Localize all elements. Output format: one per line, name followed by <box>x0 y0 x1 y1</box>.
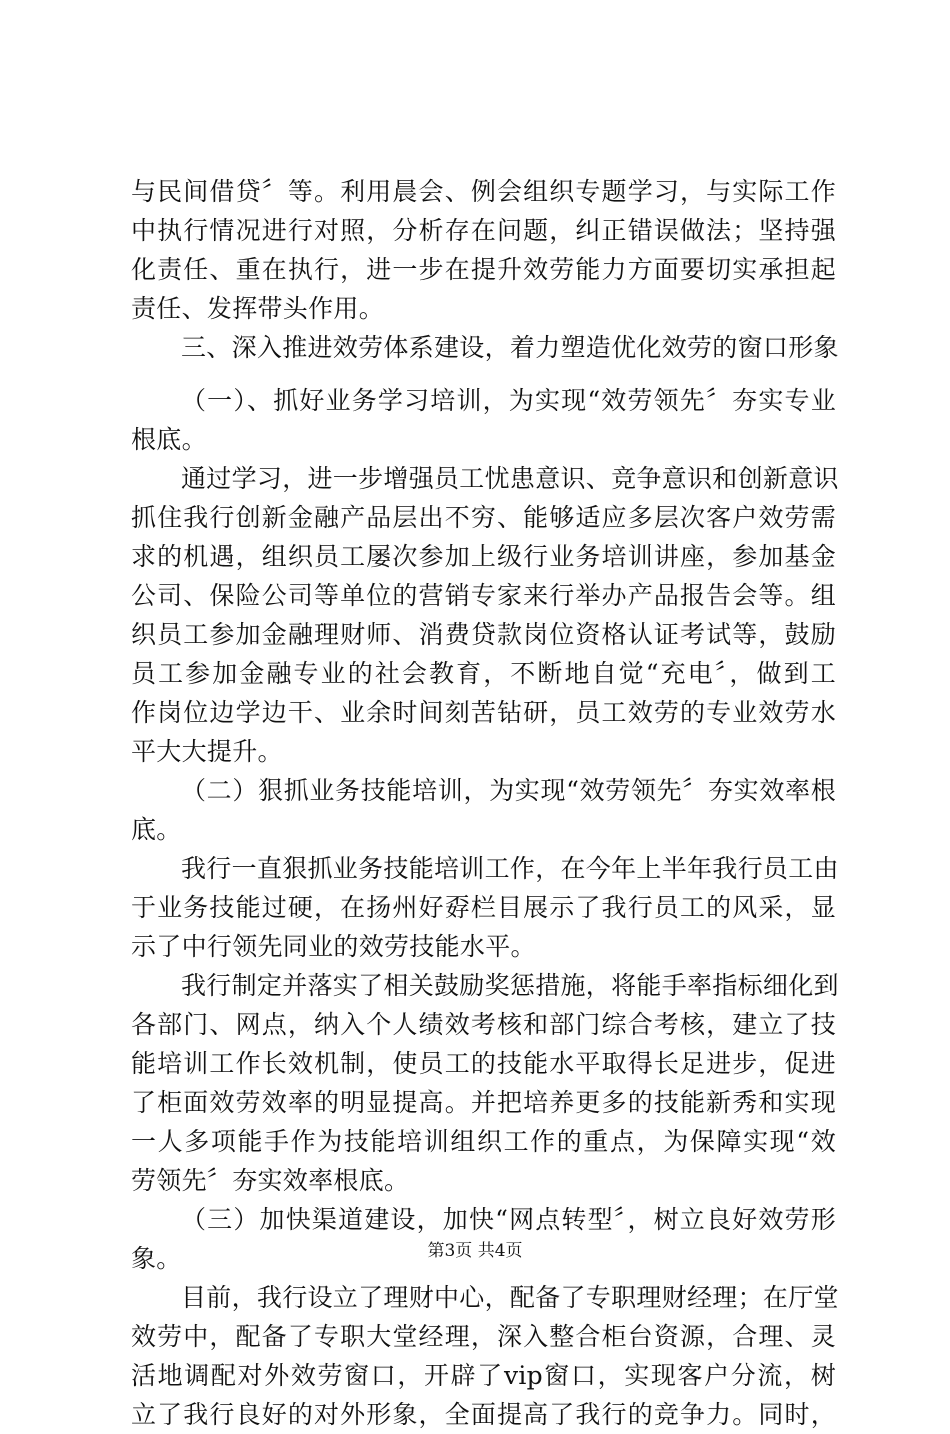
text-line: 象。 <box>131 1244 182 1273</box>
text-line: 中执行情况进行对照，分析存在问题，纠正错误做法；坚持强 <box>131 216 836 245</box>
text-line: 我行一直狠抓业务技能培训工作，在今年上半年我行员工由 <box>181 854 839 883</box>
text-line: 织员工参加金融理财师、消费贷款岗位资格认证考试等，鼓励 <box>131 620 836 649</box>
text-line: 活地调配对外效劳窗口，开辟了vip窗口，实现客户分流，树 <box>131 1361 836 1390</box>
text-line: 作岗位边学边干、业余时间刻苦钻研，员工效劳的专业效劳水 <box>131 698 836 727</box>
text-line: 底。 <box>131 815 182 844</box>
page-number-footer: 第3页 共4页 <box>427 1241 523 1261</box>
text-line: 目前，我行设立了理财中心，配备了专职理财经理；在厅堂 <box>181 1283 839 1312</box>
text-line: 化责任、重在执行，进一步在提升效劳能力方面要切实承担起 <box>131 255 836 284</box>
subsection-heading: （三）加快渠道建设，加快“网点转型〞，树立良好效劳形 <box>181 1205 836 1234</box>
text-line: 能培训工作长效机制，使员工的技能水平取得长足进步，促进 <box>131 1049 836 1078</box>
blank-gap <box>131 367 836 381</box>
text-line: 效劳中，配备了专职大堂经理，深入整合柜台资源，合理、灵 <box>131 1322 836 1351</box>
text-line: 抓住我行创新金融产品层出不穷、能够适应多层次客户效劳需 <box>131 503 836 532</box>
subsection-heading: （一）、抓好业务学习培训，为实现“效劳领先〞夯实专业 <box>181 386 836 415</box>
text-line: 通过学习，进一步增强员工忧患意识、竞争意识和创新意识 <box>181 464 839 493</box>
text-line: 平大大提升。 <box>131 737 283 766</box>
text-line: 与民间借贷〞等。利用晨会、例会组织专题学习，与实际工作 <box>131 177 836 206</box>
text-line: 示了中行领先同业的效劳技能水平。 <box>131 932 536 961</box>
text-line: 各部门、网点，纳入个人绩效考核和部门综合考核，建立了技 <box>131 1010 836 1039</box>
text-line: 一人多项能手作为技能培训组织工作的重点，为保障实现“效 <box>131 1127 836 1156</box>
text-line: 我行制定并落实了相关鼓励奖惩措施，将能手率指标细化到 <box>181 971 839 1000</box>
text-line: 责任、发挥带头作用。 <box>131 294 385 323</box>
text-line: 了柜面效劳效率的明显提高。并把培养更多的技能新秀和实现 <box>131 1088 836 1117</box>
text-line: 求的机遇，组织员工屡次参加上级行业务培训讲座，参加基金 <box>131 542 836 571</box>
text-line: 公司、保险公司等单位的营销专家来行举办产品报告会等。组 <box>131 581 836 610</box>
subsection-heading: （二）狠抓业务技能培训，为实现“效劳领先〞夯实效率根 <box>181 776 836 805</box>
text-line: 员工参加金融专业的社会教育，不断地自觉“充电〞，做到工 <box>131 659 836 688</box>
text-line: 于业务技能过硬，在扬州好孬栏目展示了我行员工的风采，显 <box>131 893 836 922</box>
text-line: 根底。 <box>131 425 207 454</box>
section-heading: 三、深入推进效劳体系建设，着力塑造优化效劳的窗口形象 <box>181 333 839 362</box>
text-line: 立了我行良好的对外形象，全面提高了我行的竞争力。同时， <box>131 1400 836 1429</box>
text-line: 劳领先〞夯实效率根底。 <box>131 1166 410 1195</box>
